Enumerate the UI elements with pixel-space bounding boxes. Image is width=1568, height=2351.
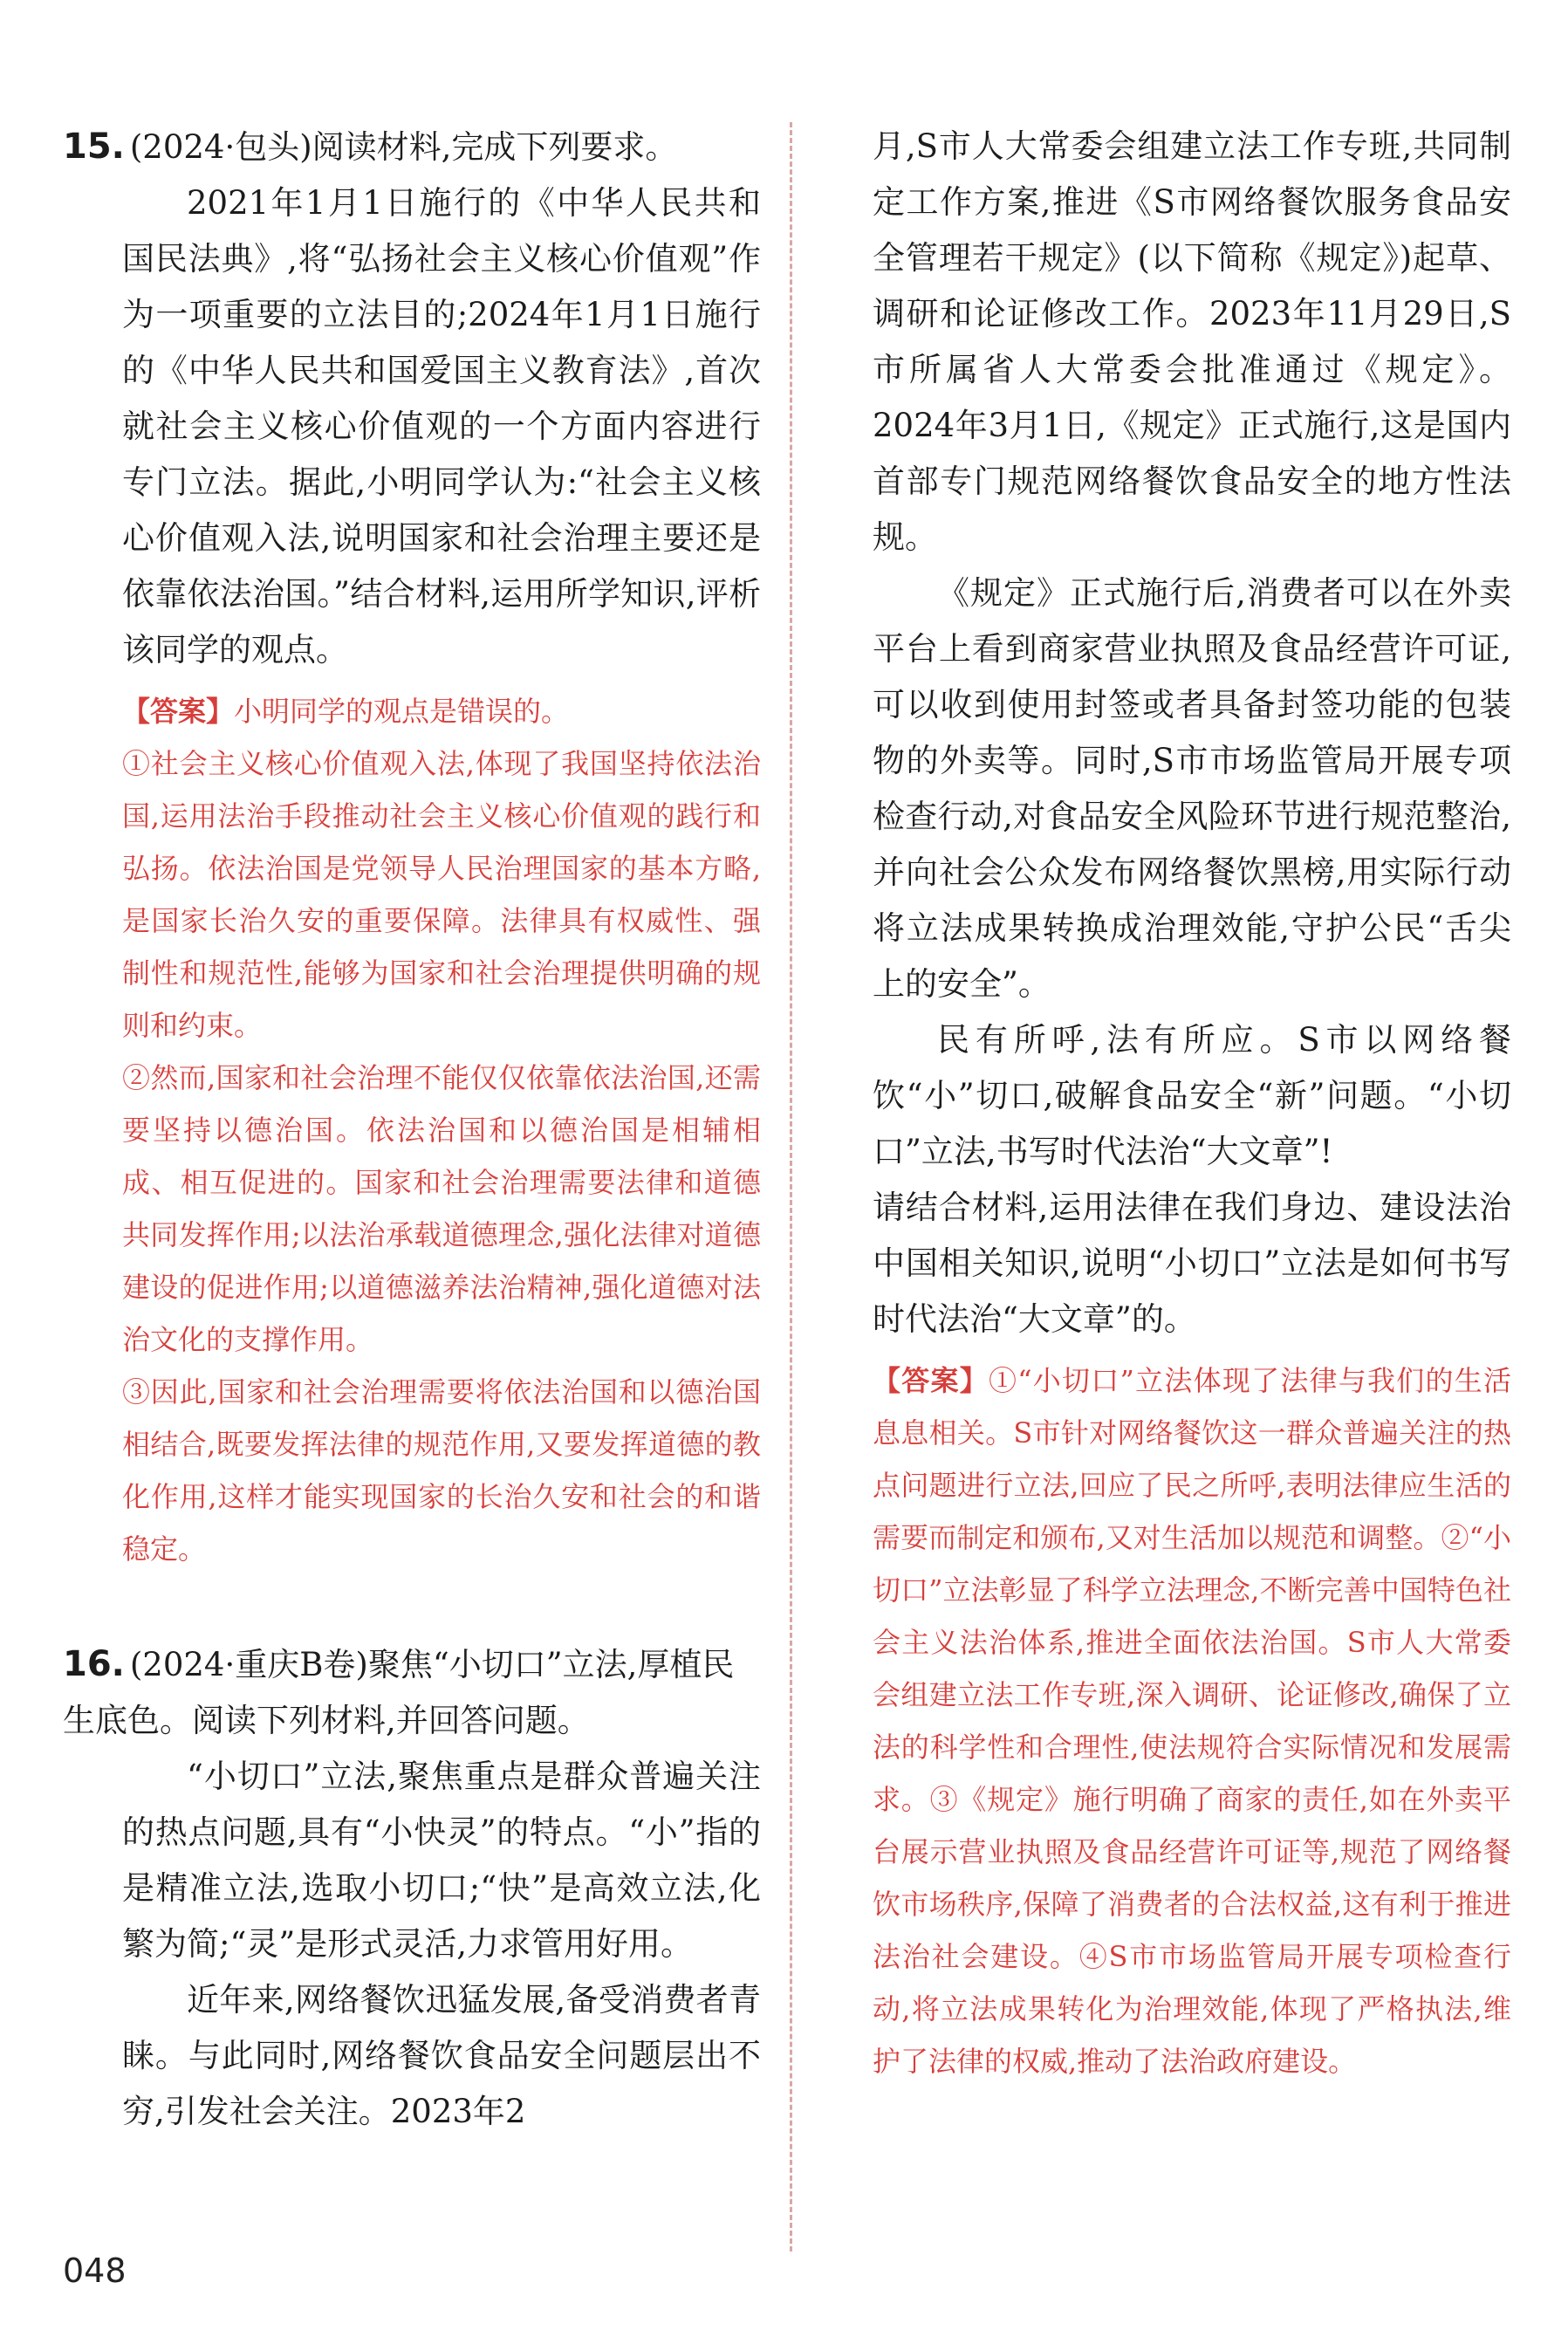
question-16-answer-text xyxy=(873,1354,1511,2087)
question-16-para-2-start: 近年来,网络餐饮迅猛发展,备受消费者青睐。与此同时,网络餐饮食品安全问题层出不穷,引发社会关注。2023年2 xyxy=(122,1981,761,2130)
question-15-answer-item-1: ①社会主义核心价值观入法,体现了我国坚持依法治国,运用法治手段推动社会主义核心价值观的践行和弘扬。依法治国是党领导人民治理国家的基本方略,是国家长治久安的重要保障。法律具有权威性、强制性和规范性,能够为国家和社会治理提供明确的规则和约束。 xyxy=(122,747,761,1042)
question-15-head-text: (2024·包头)阅读材料,完成下列要求。 xyxy=(129,128,678,166)
question-15-answer-item-3: ③因此,国家和社会治理需要将依法治国和以德治国相结合,既要发挥法律的规范作用,又要发挥道德的教化作用,这样才能实现国家的长治久安和社会的和谐稳定。 xyxy=(122,1375,761,1566)
question-15-material: 2021年1月1日施行的《中华人民共和国民法典》,将“弘扬社会主义核心价值观”作为一项重要的立法目的;2024年1月1日施行的《中华人民共和国爱国主义教育法》,首次就社会主义核心价值观的一个方面内容进行专门立法。据此,小明同学认为:“社会主义核心价值观入法,说明国家和社会治理主要还是依靠依法治国。”结合材料,运用所学知识,评析该同学的观点。 xyxy=(122,184,761,668)
question-15-answer-item-2: ②然而,国家和社会治理不能仅仅依靠依法治国,还需要坚持以德治国。依法治国和以德治国是相辅相成、相互促进的。国家和社会治理需要法律和道德共同发挥作用;以法治承载道德理念,强化法律对道德建设的促进作用;以道德滋养法治精神,强化道德对法治文化的支撑作用。 xyxy=(122,1061,761,1356)
column-divider xyxy=(790,122,792,2252)
question-16-prompt: 请结合材料,运用法律在我们身边、建设法治中国相关知识,说明“小切口”立法是如何书写时代法治“大文章”的。 xyxy=(873,1189,1511,1338)
right-column xyxy=(873,119,1511,2087)
answer-body: ①“小切口”立法体现了法律与我们的生活息息相关。S市针对网络餐饮这一群众普遍关注的热点问题进行立法,回应了民之所呼,表明法律应生活的需要而制定和颁布,又对生活加以规范和调整。②“小切口”立法彰显了科学立法理念,不断完善中国特色社会主义法治体系,推进全面依法治国。S市人大常委会组建立法工作专班,深入调研、论证修改,确保了立法的科学性和合理性,使法规符合实际情况和发展需求。③《规定》施行明确了商家的责任,如在外卖平台展示营业执照及食品经营许可证等,规范了网络餐饮市场秩序,保障了消费者的合法权益,这有利于推进法治社会建设。④S市市场监管局开展专项检查行动,将立法成果转化为治理效能,体现了严格执法,维护了法律的权威,推动了法治政府建设。 xyxy=(873,1364,1511,2078)
question-16-number: 16. xyxy=(63,1644,125,1684)
question-16-para-3: 《规定》正式施行后,消费者可以在外卖平台上看到商家营业执照及食品经营许可证,可以收到使用封签或者具备封签功能的包装物的外卖等。同时,S市市场监管局开展专项检查行动,对食品安全风险环节进行规范整治,并向社会公众发布网络餐饮黑榜,用实际行动将立法成果转换成治理效能,守护公民“舌尖上的安全”。 xyxy=(873,574,1511,1003)
question-15-body xyxy=(63,175,761,1575)
question-16-head-text: (2024·重庆B卷)聚焦“小切口”立法,厚植民生底色。阅读下列材料,并回答问题。 xyxy=(63,1646,735,1739)
question-15-answer-lead xyxy=(122,685,761,737)
question-16 xyxy=(63,1636,761,2140)
left-column xyxy=(63,119,761,2140)
answer-tag: 【答案】 xyxy=(873,1364,989,1397)
answer-tag: 【答案】 xyxy=(122,695,235,728)
question-16-para-2-continued: 月,S市人大常委会组建立法工作专班,共同制定工作方案,推进《S市网络餐饮服务食品安全管理若干规定》(以下简称《规定》)起草、调研和论证修改工作。2023年11月29日,S市所属省人大常委会批准通过《规定》。2024年3月1日,《规定》正式施行,这是国内首部专门规范网络餐饮食品安全的地方性法规。 xyxy=(873,127,1511,556)
question-15 xyxy=(63,119,761,1575)
question-15-number: 15. xyxy=(63,127,125,167)
question-16-body xyxy=(63,1749,761,2140)
question-16-answer xyxy=(873,1354,1511,2087)
question-15-header xyxy=(63,119,761,175)
answer-lead-text: 小明同学的观点是错误的。 xyxy=(234,695,570,728)
question-16-header xyxy=(63,1636,761,1749)
page-number: 048 xyxy=(63,2252,127,2290)
question-16-para-4: 民有所呼,法有所应。S市以网络餐饮“小”切口,破解食品安全“新”问题。“小切口”立法,书写时代法治“大文章”! xyxy=(873,1021,1511,1170)
question-15-answer xyxy=(122,685,761,1575)
question-16-para-1: “小切口”立法,聚焦重点是群众普遍关注的热点问题,具有“小快灵”的特点。“小”指的是精准立法,选取小切口;“快”是高效立法,化繁为简;“灵”是形式灵活,力求管用好用。 xyxy=(122,1758,761,1963)
